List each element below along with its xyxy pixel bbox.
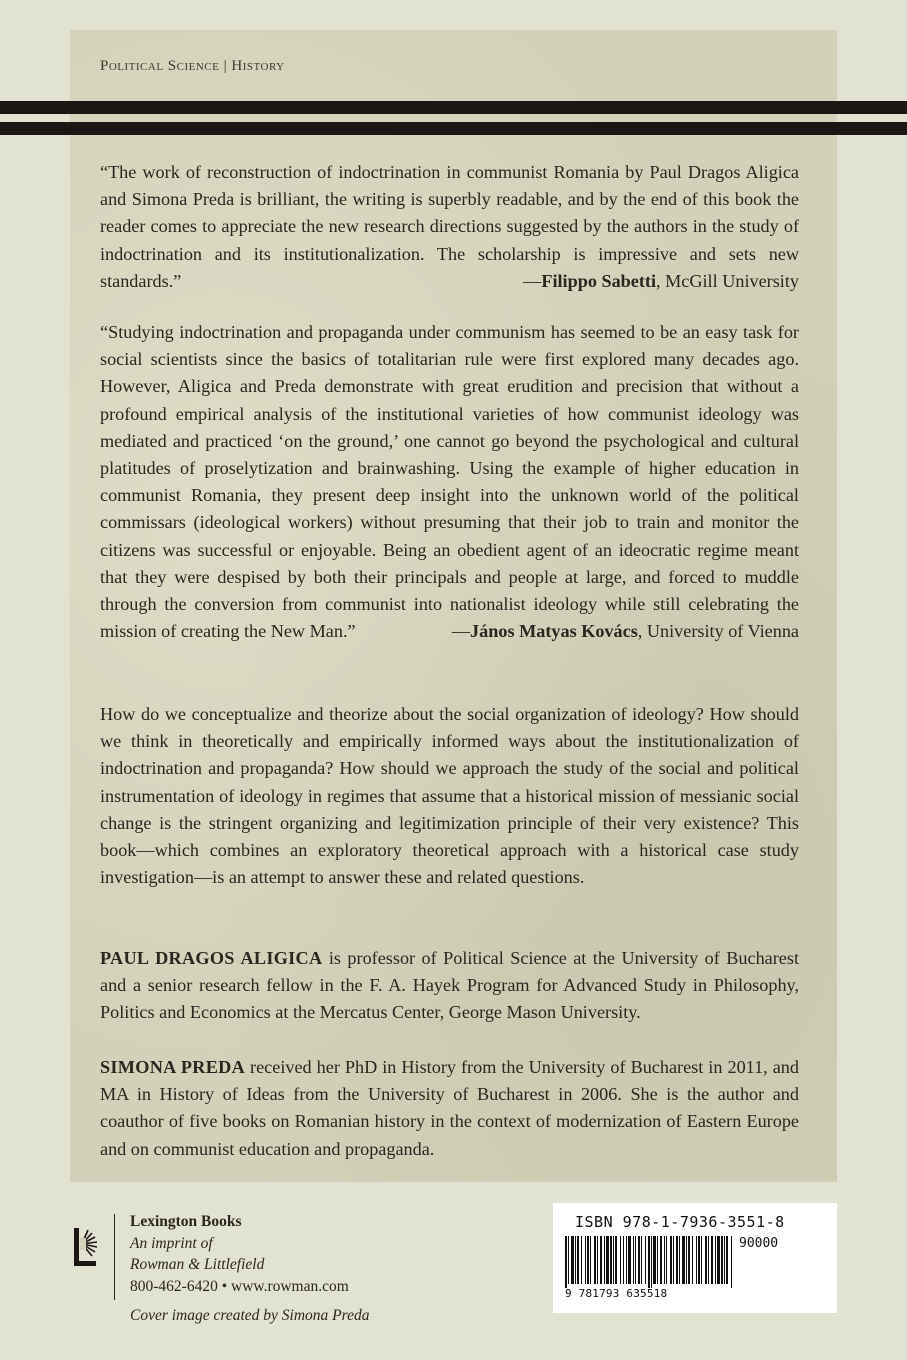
barcode-bar	[726, 1236, 728, 1284]
author-name: PAUL DRAGOS ALIGICA	[100, 948, 323, 968]
quote-text: “Studying indoctrination and propaganda under communism has seemed to be an easy task for social scientists since the basics of totalitarian rule were first explored many decades ago. However, Aligica and Preda demonstrate with great erudition and precision that without a profound empirical analysis of the institutional varieties of how communist ideology was mediated and practiced ‘on the ground,’ one cannot go beyond the psychological and cultural platitudes of proselytization and brainwashing. Using the example of higher education in communist Romania, they present deep insight into the unknown world of the political commissars (ideological workers) without presuming that their job to train and monitor the citizens was successful or enjoyable. Being an obedient agent of an ideocratic regime meant that they were despised by both their principals and people at large, and forced to muddle through the conversion from communist into nationalist ideology while still celebrating the mission of creating the New Man.”	[100, 322, 799, 642]
barcode-bar	[565, 1236, 567, 1288]
barcode-bar	[620, 1236, 621, 1284]
barcode-bar	[711, 1236, 713, 1284]
barcode-bar	[597, 1236, 598, 1284]
cover-credit: Cover image created by Simona Preda	[130, 1307, 370, 1324]
barcode-bar	[610, 1236, 612, 1284]
endorsement-quote	[100, 319, 799, 645]
barcode-bar	[581, 1236, 582, 1284]
barcode-bar	[717, 1236, 720, 1284]
author-bio-text: received her PhD in History from the University of Bucharest in 2011, and MA in History of Ideas from the University of Bucharest in 2006. She is the author and coauthor of five books on Romanian history in the context of modernization of Eastern Europe and on communist education and propaganda.	[100, 1057, 799, 1159]
publisher-divider	[114, 1214, 115, 1300]
barcode-bar	[571, 1236, 574, 1284]
barcode-bar	[590, 1236, 591, 1284]
barcode-bar	[633, 1236, 634, 1284]
barcode-bar	[645, 1236, 646, 1284]
barcode-bar	[660, 1236, 662, 1284]
barcode-bar	[721, 1236, 723, 1284]
author-bio-text: is professor of Political Science at the University of Bucharest and a senior research fellow in the F. A. Hayek Program for Advanced Study in Philosophy, Politics and Economics at the Mercatus Center, George Mason University.	[100, 948, 800, 1023]
barcode-bar	[613, 1236, 614, 1284]
barcode-bar	[606, 1236, 609, 1284]
barcode-bar	[731, 1236, 732, 1288]
book-description: How do we conceptualize and theorize about the social organization of ideology? How should we think in theoretically and empirically informed ways about the institutionalization of indoctrination and propaganda? How should we approach the study of the social and political instrumentation of ideology in regimes that assume that a historical mission of messianic social change is the stringent organizing and legitimization principle of their very existence? This book—which combines an exploratory theoretical approach with a historical case study investigation—is an attempt to answer these and related questions.	[100, 704, 799, 888]
barcode-bar	[600, 1236, 602, 1284]
quote-affiliation: , University of Vienna	[637, 621, 799, 642]
barcode-bar	[594, 1236, 596, 1284]
barcode-bar	[638, 1236, 640, 1284]
author-bio	[100, 945, 799, 1027]
barcode-bar	[692, 1236, 693, 1284]
ean-barcode-bars	[565, 1236, 735, 1288]
barcode-bar	[701, 1236, 702, 1284]
barcode-bar	[670, 1236, 672, 1284]
barcode-bar	[705, 1236, 707, 1284]
barcode-bar	[715, 1236, 716, 1284]
barcode-bar	[679, 1236, 680, 1284]
endorsement-quote	[100, 159, 799, 295]
author-bio	[100, 1054, 799, 1163]
barcode-bar	[641, 1236, 642, 1284]
barcode-digits: 9 781793 635518	[565, 1287, 668, 1300]
author-name: SIMONA PREDA	[100, 1057, 246, 1077]
barcode-bar	[686, 1236, 687, 1284]
barcode-bar	[696, 1236, 697, 1284]
category-label: Political Science | History	[100, 58, 285, 74]
quote-attribution: —János Matyas Kovács, University of Vienna	[451, 621, 799, 642]
barcode-bar	[626, 1236, 627, 1284]
quote-author: Filippo Sabetti	[541, 270, 657, 291]
barcode-bar	[623, 1236, 624, 1284]
barcode-bar	[676, 1236, 678, 1284]
barcode-bar	[615, 1236, 617, 1284]
barcode-bar	[657, 1236, 658, 1284]
barcode-bar	[708, 1236, 709, 1284]
barcode-bar	[628, 1236, 631, 1284]
imprint-line: An imprint of	[130, 1234, 213, 1252]
isbn-number: ISBN 978-1-7936-3551-8	[575, 1213, 785, 1231]
quote-text: “The work of reconstruction of indoctrination in communist Romania by Paul Dragos Aligica and Simona Preda is brilliant, the writing is superbly readable, and by the end of this book the reader comes to appreciate the new research directions suggested by the authors in the study of indoctrination and its institutionalization. The scholarship is impressive and sets new standards.”	[100, 162, 799, 291]
barcode-bar	[673, 1236, 674, 1284]
top-rule	[0, 101, 907, 114]
barcode-bar	[568, 1236, 569, 1284]
barcode-bar	[688, 1236, 690, 1284]
barcode-bar	[666, 1236, 667, 1284]
publisher-name: Lexington Books	[130, 1213, 242, 1230]
barcode-bar	[724, 1236, 725, 1284]
barcode-bar	[698, 1236, 700, 1284]
barcode-bar	[577, 1236, 579, 1284]
publisher-contact: 800-462-6420 • www.rowman.com	[130, 1277, 349, 1295]
barcode-bar	[648, 1236, 650, 1288]
barcode-bar	[651, 1236, 652, 1288]
barcode-bar	[604, 1236, 605, 1284]
barcode-bar	[585, 1236, 586, 1284]
quote-attribution: —Filippo Sabetti, McGill University	[523, 270, 799, 291]
quote-author: János Matyas Kovács	[470, 621, 638, 642]
parent-publisher: Rowman & Littlefield	[130, 1256, 265, 1273]
barcode-bar	[653, 1236, 656, 1284]
lexington-books-logo-icon	[68, 1216, 108, 1286]
barcode-bar	[575, 1236, 576, 1284]
publisher-info	[130, 1211, 349, 1297]
isbn-barcode	[553, 1203, 837, 1313]
second-rule	[0, 122, 907, 135]
barcode-bar	[664, 1236, 665, 1284]
quote-affiliation: , McGill University	[656, 270, 799, 291]
barcode-bar	[587, 1236, 589, 1284]
barcode-bar	[635, 1236, 636, 1284]
barcode-bar	[682, 1236, 685, 1284]
price-code: 90000	[739, 1236, 779, 1251]
